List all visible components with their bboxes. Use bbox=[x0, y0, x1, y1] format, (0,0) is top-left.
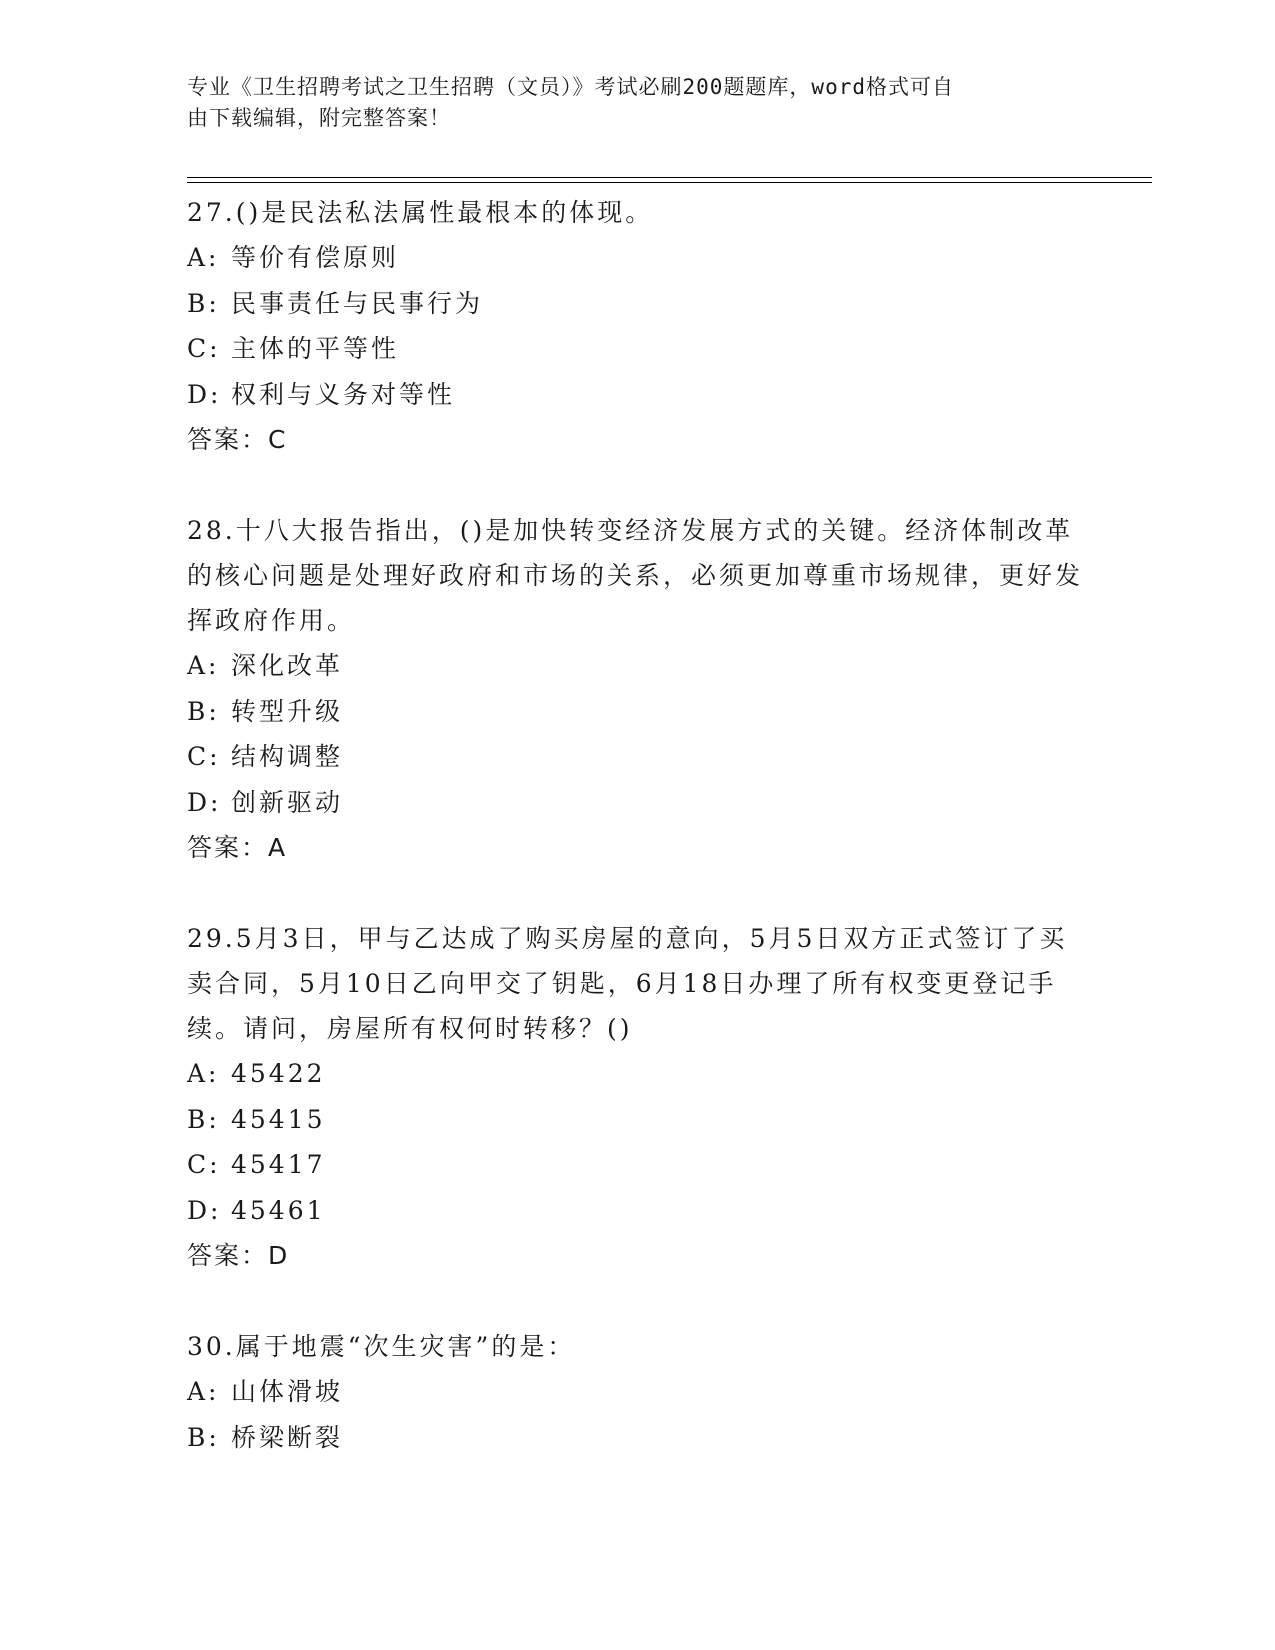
option-c bbox=[187, 326, 1087, 372]
option-a bbox=[187, 235, 1087, 281]
question-stem: ()是民法私法属性最根本的体现。 bbox=[235, 198, 654, 227]
question-text bbox=[187, 1324, 1087, 1369]
question-number: 28. bbox=[187, 516, 236, 545]
header-line-1: 专业《卫生招聘考试之卫生招聘（文员）》考试必刷200题题库，word格式可自 bbox=[187, 75, 954, 99]
option-letter: D: bbox=[187, 1195, 222, 1225]
option-b bbox=[187, 281, 1087, 327]
option-letter: B: bbox=[187, 1422, 220, 1452]
question-stem: 十八大报告指出，()是加快转变经济发展方式的关键。经济体制改革的核心问题是处理好政府和市场的关系，必须更加尊重市场规律，更好发挥政府作用。 bbox=[187, 516, 1084, 635]
option-letter: C: bbox=[187, 742, 221, 771]
option-text: 等价有偿原则 bbox=[231, 243, 400, 272]
option-b bbox=[187, 1097, 1087, 1143]
option-text: 深化改革 bbox=[231, 651, 344, 680]
option-d bbox=[187, 780, 1087, 826]
answer-line: 答案：C bbox=[187, 425, 288, 454]
option-text: 桥梁断裂 bbox=[231, 1422, 344, 1452]
option-text: 45417 bbox=[231, 1150, 326, 1179]
question-27 bbox=[187, 190, 1087, 463]
answer-line: 答案：D bbox=[187, 1241, 290, 1270]
option-text: 45415 bbox=[231, 1104, 326, 1134]
option-letter: A: bbox=[187, 1377, 220, 1406]
option-text: 创新驱动 bbox=[231, 787, 344, 817]
answer-line: 答案：A bbox=[187, 833, 288, 862]
option-letter: B: bbox=[187, 288, 220, 318]
header-line-2: 由下载编辑，附完整答案！ bbox=[187, 106, 451, 130]
option-c bbox=[187, 734, 1087, 780]
question-stem: 5月3日，甲与乙达成了购买房屋的意向，5月5日双方正式签订了买卖合同，5月10日乙向甲交了钥匙，6月18日办理了所有权变更登记手续。请问，房屋所有权何时转移？() bbox=[187, 924, 1068, 1043]
question-stem: 属于地震“次生灾害”的是： bbox=[235, 1332, 576, 1361]
option-letter: B: bbox=[187, 696, 220, 726]
option-letter: C: bbox=[187, 334, 221, 363]
option-letter: A: bbox=[187, 1059, 220, 1088]
option-b bbox=[187, 689, 1087, 735]
question-29 bbox=[187, 916, 1087, 1279]
option-letter: A: bbox=[187, 243, 220, 272]
option-d bbox=[187, 372, 1087, 418]
option-d bbox=[187, 1188, 1087, 1234]
question-28 bbox=[187, 508, 1087, 871]
option-letter: D: bbox=[187, 379, 222, 409]
header-divider-bottom bbox=[187, 182, 1152, 183]
option-text: 民事责任与民事行为 bbox=[231, 288, 484, 318]
option-letter: D: bbox=[187, 787, 222, 817]
option-text: 转型升级 bbox=[231, 696, 344, 726]
question-30 bbox=[187, 1324, 1087, 1460]
header-divider-top bbox=[187, 177, 1152, 178]
question-number: 29. bbox=[187, 924, 236, 953]
document-header bbox=[187, 72, 1067, 134]
option-letter: C: bbox=[187, 1150, 221, 1179]
option-text: 山体滑坡 bbox=[231, 1377, 344, 1406]
option-a bbox=[187, 1369, 1087, 1415]
question-number: 30. bbox=[187, 1332, 236, 1361]
option-text: 权利与义务对等性 bbox=[231, 379, 456, 409]
option-letter: A: bbox=[187, 651, 220, 680]
option-letter: B: bbox=[187, 1104, 220, 1134]
question-text bbox=[187, 190, 1087, 235]
option-a bbox=[187, 1051, 1087, 1097]
option-text: 结构调整 bbox=[231, 742, 344, 771]
option-c bbox=[187, 1142, 1087, 1188]
question-text bbox=[187, 508, 1087, 643]
question-text bbox=[187, 916, 1087, 1051]
option-text: 45422 bbox=[231, 1059, 326, 1088]
option-text: 主体的平等性 bbox=[231, 334, 400, 363]
question-number: 27. bbox=[187, 198, 236, 227]
option-text: 45461 bbox=[231, 1195, 326, 1225]
option-b bbox=[187, 1415, 1087, 1461]
option-a bbox=[187, 643, 1087, 689]
question-list bbox=[187, 190, 1087, 1505]
